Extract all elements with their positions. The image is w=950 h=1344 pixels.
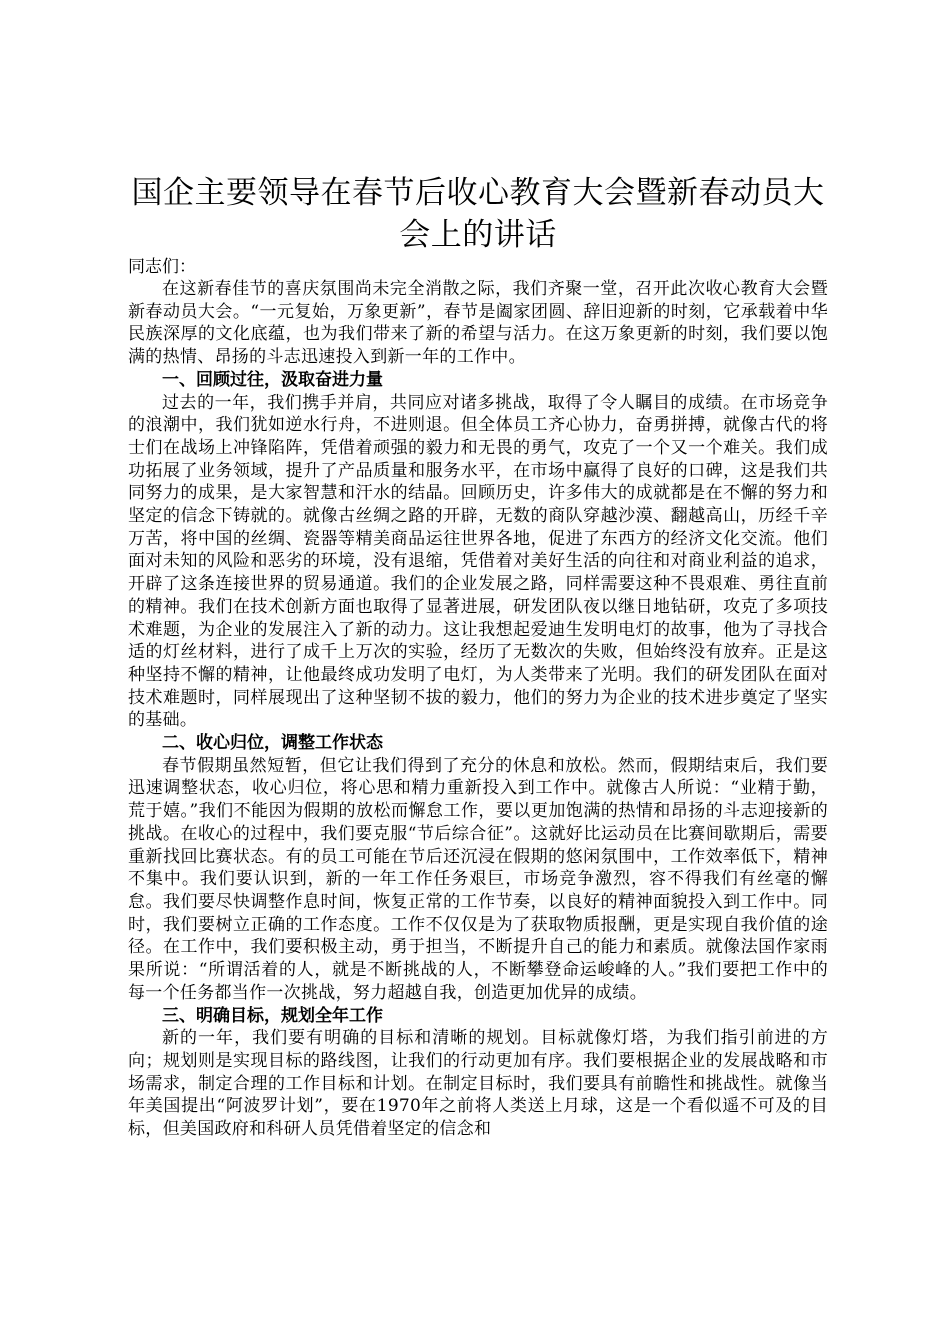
document-title: 国企主要领导在春节后收心教育大会暨新春动员大会上的讲话: [131, 175, 825, 253]
document-page: [128, 172, 828, 1141]
greeting: 同志们：: [128, 257, 196, 277]
section-heading-2: 二、收心归位，调整工作状态: [162, 733, 383, 754]
intro-paragraph: 在这新春佳节的喜庆氛围尚未完全消散之际，我们齐聚一堂，召开此次收心教育大会暨新春动员大会。“一元复始，万象更新”，春节是阖家团圆、辞旧迎新的时刻，它承载着中华民族深厚的文化底蕴，也为我们带来了新的希望与活力。在这万象更新的时刻，我们要以饱满的热情、昂扬的斗志迅速投入到新一年的工作中。: [128, 279, 828, 368]
section-body-1: 过去的一年，我们携手并肩，共同应对诸多挑战，取得了令人瞩目的成绩。在市场竞争的浪潮中，我们犹如逆水行舟，不进则退。但全体员工齐心协力，奋勇拼搏，就像古代的将士们在战场上冲锋陷阵，凭借着顽强的毅力和无畏的勇气，攻克了一个又一个难关。我们成功拓展了业务领域，提升了产品质量和服务水平，在市场中赢得了良好的口碑，这是我们共同努力的成果，是大家智慧和汗水的结晶。回顾历史，许多伟大的成就都是在不懈的努力和坚定的信念下铸就的。就像古丝绸之路的开辟，无数的商队穿越沙漠、翻越高山，历经千辛万苦，将中国的丝绸、瓷器等精美商品运往世界各地，促进了东西方的经济文化交流。他们面对未知的风险和恶劣的环境，没有退缩，凭借着对美好生活的向往和对商业利益的追求，开辟了这条连接世界的贸易通道。我们的企业发展之路，同样需要这种不畏艰难、勇往直前的精神。我们在技术创新方面也取得了显著进展，研发团队夜以继日地钻研，攻克了多项技术难题，为企业的发展注入了新的动力。这让我想起爱迪生发明电灯的故事，他为了寻找合适的灯丝材料，进行了成千上万次的实验，经历了无数次的失败，但始终没有放弃。正是这种坚持不懈的精神，让他最终成功发明了电灯，为人类带来了光明。我们的研发团队在面对技术难题时，同样展现出了这种坚韧不拔的毅力，他们的努力为企业的技术进步奠定了坚实的基础。: [128, 392, 828, 731]
section-body-3: 新的一年，我们要有明确的目标和清晰的规划。目标就像灯塔，为我们指引前进的方向；规划则是实现目标的路线图，让我们的行动更加有序。我们要根据企业的发展战略和市场需求，制定合理的工作目标和计划。在制定目标时，我们要具有前瞻性和挑战性。就像当年美国提出“阿波罗计划”，要在1970年之前将人类送上月球，这是一个看似遥不可及的目标，但美国政府和科研人员凭借着坚定的信念和: [128, 1028, 828, 1140]
section-heading-1: 一、回顾过往，汲取奋进力量: [162, 369, 383, 390]
section-body-2: 春节假期虽然短暂，但它让我们得到了充分的休息和放松。然而，假期结束后，我们要迅速调整状态，收心归位，将心思和精力重新投入到工作中。就像古人所说：“业精于勤，荒于嬉。”我们不能因为假期的放松而懈怠工作，要以更加饱满的热情和昂扬的斗志迎接新的挑战。在收心的过程中，我们要克服“节后综合征”。这就好比运动员在比赛间歇期后，需要重新找回比赛状态。有的员工可能在节后还沉浸在假期的悠闲氛围中，工作效率低下，精神不集中。我们要认识到，新的一年工作任务艰巨，市场竞争激烈，容不得我们有丝毫的懈怠。我们要尽快调整作息时间，恢复正常的工作节奏，以良好的精神面貌投入到工作中。同时，我们要树立正确的工作态度。工作不仅仅是为了获取物质报酬，更是实现自我价值的途径。在工作中，我们要积极主动，勇于担当，不断提升自己的能力和素质。就像法国作家雨果所说：“所谓活着的人，就是不断挑战的人，不断攀登命运峻峰的人。”我们要把工作中的每一个任务都当作一次挑战，努力超越自我，创造更加优异的成绩。: [128, 755, 828, 1003]
section-heading-3: 三、明确目标，规划全年工作: [162, 1005, 383, 1026]
